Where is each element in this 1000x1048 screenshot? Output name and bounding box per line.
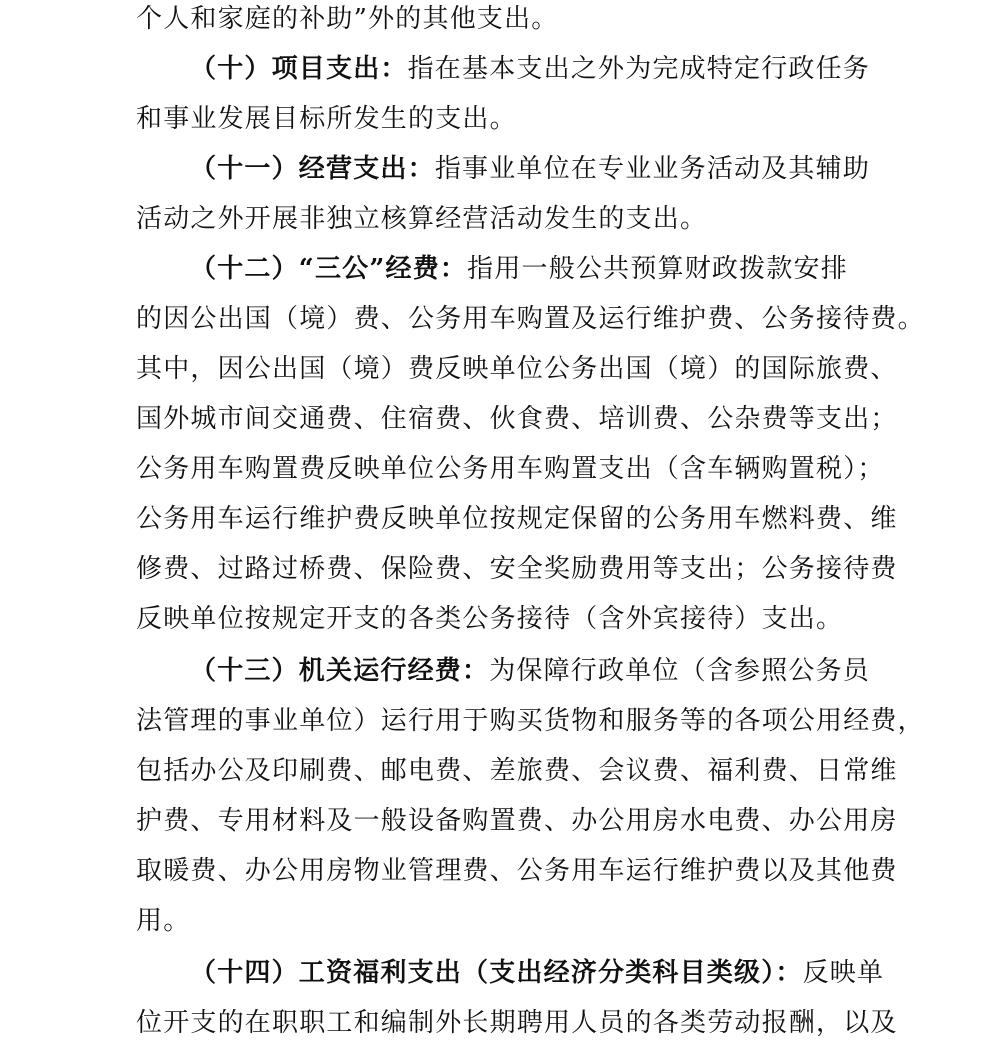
text-line: 其中，因公出国（境）费反映单位公务出国（境）的国际旅费、 [136,354,898,384]
text-line: 和事业发展目标所发生的支出。 [136,104,517,134]
paragraph-11-first-line [190,144,950,194]
text-span: 为保障行政单位（含参照公务员 [489,656,871,686]
text-line: 取暖费、办公用房物业管理费、公务用车运行维护费以及其他费 [136,856,898,886]
text-line: 个人和家庭的补助”外的其他支出。 [136,4,559,34]
term-business-expenditure: （十一）经营支出： [190,154,435,184]
text-line: 包括办公及印刷费、邮电费、差旅费、会议费、福利费、日常维 [136,756,898,786]
text-span: 指用一般公共预算财政拨款安排 [467,254,848,284]
text-line: 法管理的事业单位）运行用于购买货物和服务等的各项公用经费， [136,706,925,736]
text-line: 护费、专用材料及一般设备购置费、办公用房水电费、办公用房 [136,806,898,836]
term-wages-welfare-expenditure: （十四）工资福利支出（支出经济分类科目类级）： [190,958,803,988]
term-project-expenditure: （十）项目支出： [190,54,408,84]
text-span: 反映单 [802,958,885,988]
text-line: 的因公出国（境）费、公务用车购置及运行维护费、公务接待费。 [136,304,925,334]
text-span: 指事业单位在专业业务活动及其辅助 [434,154,871,184]
text-line: 活动之外开展非独立核算经营活动发生的支出。 [136,204,708,234]
text-line: 公务用车运行维护费反映单位按规定保留的公务用车燃料费、维 [136,504,898,534]
paragraph-14-first-line [190,948,950,998]
text-line: 修费、过路过桥费、保险费、安全奖励费用等支出；公务接待费 [136,554,898,584]
text-line: 国外城市间交通费、住宿费、伙食费、培训费、公杂费等支出； [136,404,898,434]
paragraph-13-first-line [190,646,950,696]
text-line: 位开支的在职职工和编制外长期聘用人员的各类劳动报酬，以及 [136,1008,898,1038]
term-three-public-expenses: （十二）“三公”经费： [190,254,468,284]
text-line: 用。 [136,906,191,936]
paragraph-12-first-line [190,244,950,294]
term-agency-operating-funds: （十三）机关运行经费： [190,656,490,686]
text-line: 反映单位按规定开支的各类公务接待（含外宾接待）支出。 [136,604,844,634]
text-span: 指在基本支出之外为完成特定行政任务 [407,54,871,84]
text-line: 公务用车购置费反映单位公务用车购置支出（含车辆购置税）； [136,454,885,484]
paragraph-10-first-line [190,44,950,94]
